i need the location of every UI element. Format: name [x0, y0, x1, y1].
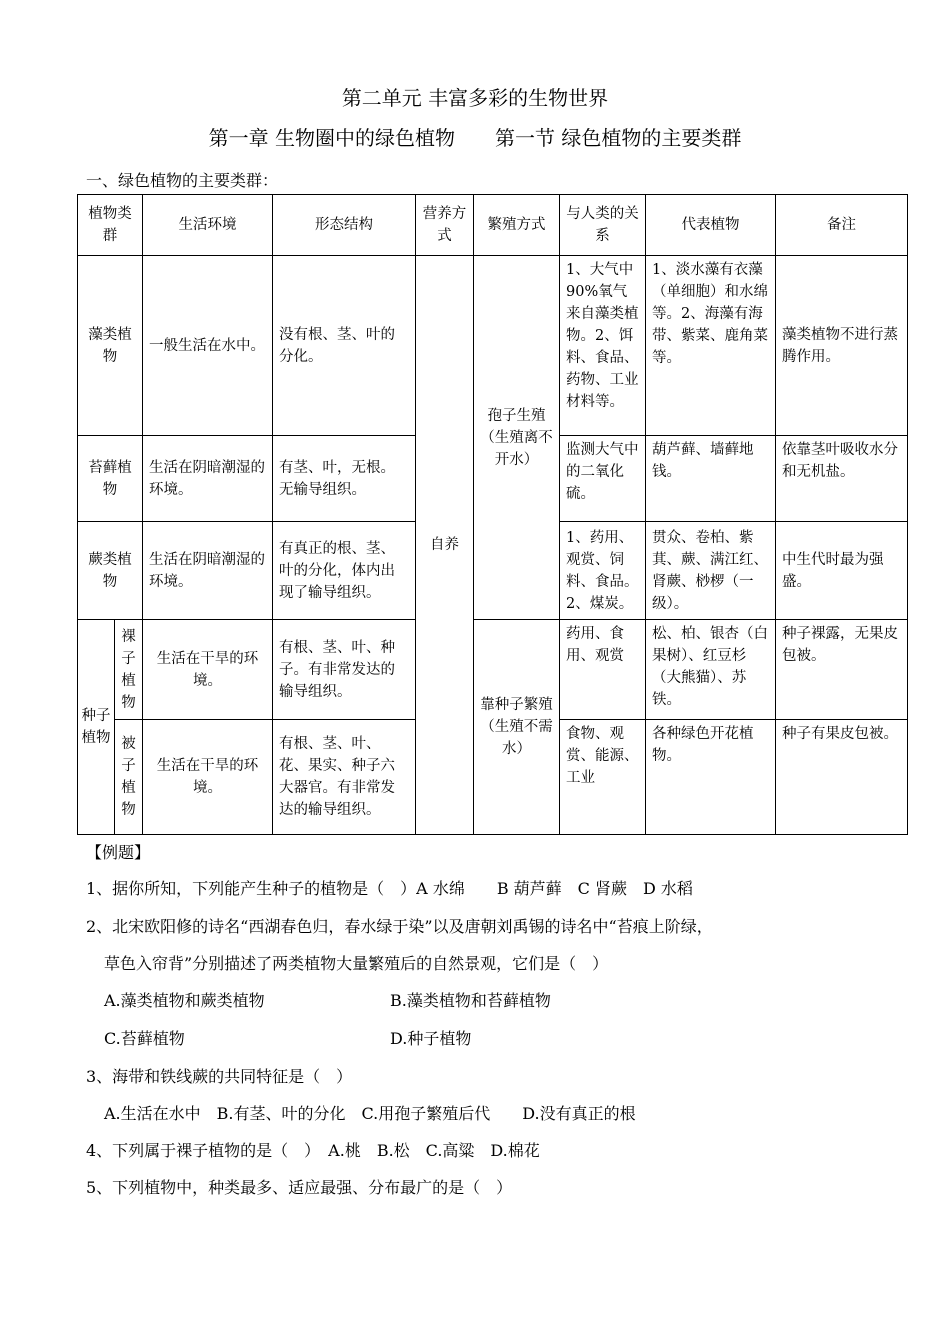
examples-heading: 【例题】 [86, 843, 151, 862]
fern-note: 中生代时最为强盛。 [776, 522, 908, 620]
question-2-option-d: D.种子植物 [390, 1029, 472, 1048]
question-2-line-1: 2、北宋欧阳修的诗名“西湖春色归，春水绿于染”以及唐朝刘禹锡的诗名中“苔痕上阶绿， [86, 917, 713, 936]
gymnosperm-note: 种子裸露，无果皮包被。 [776, 620, 908, 720]
algae-examples: 1、淡水藻有衣藻（单细胞）和水绵等。2、海藻有海带、紫菜、鹿角菜等。 [646, 256, 776, 436]
moss-name: 苔藓植物 [78, 436, 143, 522]
section-heading: 一、绿色植物的主要类群： [86, 171, 279, 190]
angiosperm-habitat: 生活在干旱的环境。 [143, 720, 273, 835]
fern-examples: 贯众、卷柏、紫萁、蕨、满江红、肾蕨、桫椤（一级）。 [646, 522, 776, 620]
header-relation: 与人类的关系 [560, 195, 646, 256]
angiosperm-note: 种子有果皮包被。 [776, 720, 908, 835]
question-5: 5、下列植物中，种类最多、适应最强、分布最广的是（ ） [86, 1178, 513, 1197]
unit-title: 第二单元 丰富多彩的生物世界 [341, 86, 609, 110]
angiosperm-relation: 食物、观赏、能源、工业 [560, 720, 646, 835]
header-reproduction: 繁殖方式 [474, 195, 560, 256]
moss-relation: 监测大气中的二氧化硫。 [560, 436, 646, 522]
algae-habitat: 一般生活在水中。 [143, 256, 273, 436]
table-row-gymnosperm [78, 620, 908, 720]
algae-name: 藻类植物 [78, 256, 143, 436]
question-2-option-b: B.藻类植物和苔藓植物 [390, 991, 551, 1010]
moss-note: 依靠茎叶吸收水分和无机盐。 [776, 436, 908, 522]
nutrition-mode: 自养 [416, 256, 474, 835]
question-1: 1、据你所知，下列能产生种子的植物是（ ）A 水绵 B 葫芦藓 C 肾蕨 D 水稻 [86, 879, 693, 898]
gymnosperm-habitat: 生活在干旱的环境。 [143, 620, 273, 720]
fern-structure: 有真正的根、茎、叶的分化，体内出现了输导组织。 [273, 522, 416, 620]
seed-reproduction: 靠种子繁殖（生殖不需水） [474, 620, 560, 835]
header-group: 植物类群 [78, 195, 143, 256]
header-note: 备注 [776, 195, 908, 256]
gymnosperm-structure: 有根、茎、叶、种子。有非常发达的输导组织。 [273, 620, 416, 720]
question-4: 4、下列属于裸子植物的是（ ） A.桃 B.松 C.高粱 D.棉花 [86, 1141, 540, 1160]
chapter-title: 第一章 生物圈中的绿色植物 第一节 绿色植物的主要类群 [208, 126, 742, 150]
question-3: 3、海带和铁线蕨的共同特征是（ ） [86, 1067, 353, 1086]
moss-structure: 有茎、叶，无根。无输导组织。 [273, 436, 416, 522]
question-3-options: A.生活在水中 B.有茎、叶的分化 C.用孢子繁殖后代 D.没有真正的根 [104, 1104, 636, 1123]
header-habitat: 生活环境 [143, 195, 273, 256]
fern-relation: 1、药用、观赏、饲料、食品。2、煤炭。 [560, 522, 646, 620]
fern-name: 蕨类植物 [78, 522, 143, 620]
fern-habitat: 生活在阴暗潮湿的环境。 [143, 522, 273, 620]
moss-habitat: 生活在阴暗潮湿的环境。 [143, 436, 273, 522]
header-nutrition: 营养方式 [416, 195, 474, 256]
question-2-option-a: A.藻类植物和蕨类植物 [104, 991, 265, 1010]
table-row-algae [78, 256, 908, 436]
question-2-line-2: 草色入帘背”分别描述了两类植物大量繁殖后的自然景观，它们是（ ） [104, 954, 609, 973]
gymnosperm-relation: 药用、食用、观赏 [560, 620, 646, 720]
angiosperm-examples: 各种绿色开花植物。 [646, 720, 776, 835]
angiosperm-structure: 有根、茎、叶、花、果实、种子六大器官。有非常发达的输导组织。 [273, 720, 416, 835]
gymnosperm-name: 裸子植物 [115, 620, 143, 720]
plant-groups-table [77, 194, 907, 834]
spore-reproduction: 孢子生殖（生殖离不开水） [474, 256, 560, 620]
angiosperm-name: 被子植物 [115, 720, 143, 835]
gymnosperm-examples: 松、柏、银杏（白果树）、红豆杉（大熊猫）、苏铁。 [646, 620, 776, 720]
algae-structure: 没有根、茎、叶的分化。 [273, 256, 416, 436]
header-structure: 形态结构 [273, 195, 416, 256]
header-examples: 代表植物 [646, 195, 776, 256]
moss-examples: 葫芦藓、墙藓地钱。 [646, 436, 776, 522]
algae-relation: 1、大气中90%氧气来自藻类植物。2、饵料、食品、药物、工业材料等。 [560, 256, 646, 436]
seed-plants-group: 种子植物 [78, 620, 115, 835]
algae-note: 藻类植物不进行蒸腾作用。 [776, 256, 908, 436]
table-header-row [78, 195, 908, 256]
question-2-option-c: C.苔藓植物 [104, 1029, 185, 1048]
